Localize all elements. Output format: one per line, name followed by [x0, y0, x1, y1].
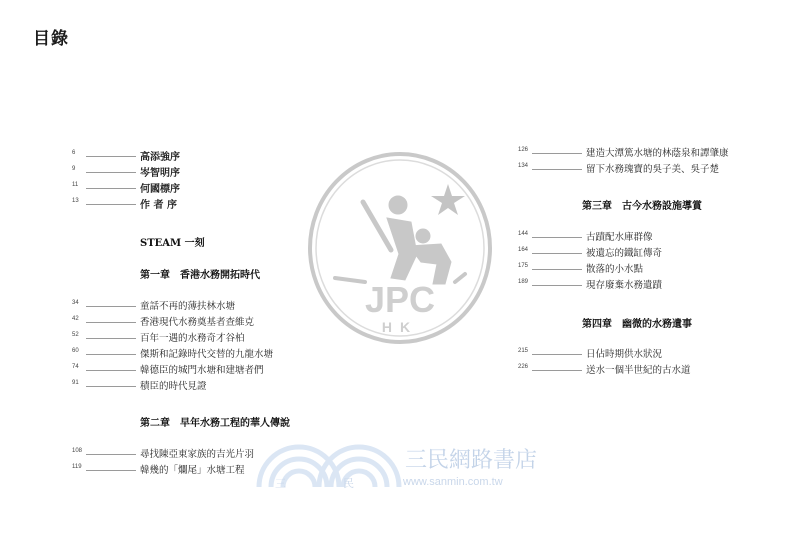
entry-title: 被遺忘的鐵缸傳奇 — [586, 248, 663, 259]
page-number: 6 — [72, 150, 76, 156]
entry-title: 建造大潭篤水塘的林蔭泉和譚肇康 — [586, 148, 729, 159]
entry-title: 散落的小水點 — [586, 264, 644, 275]
leader-line — [532, 285, 582, 286]
page-number: 175 — [518, 263, 529, 269]
page-number: 226 — [518, 364, 529, 370]
leader-line — [86, 386, 136, 387]
leader-line — [532, 354, 582, 355]
entry-title: 童話不再的薄扶林水塘 — [140, 301, 236, 312]
leader-line — [86, 338, 136, 339]
chapter-1-heading[interactable]: 第一章 香港水務開拓時代 — [140, 270, 260, 281]
page-number: 126 — [518, 147, 529, 153]
page-title: 目錄 — [33, 29, 69, 49]
svg-text:JPC: JPC — [364, 279, 436, 320]
svg-text:www.sanmin.com.tw: www.sanmin.com.tw — [403, 476, 503, 488]
page-number: 134 — [518, 163, 529, 169]
page-number: 42 — [72, 316, 79, 322]
entry-title: 古蹟配水庫群像 — [586, 232, 653, 243]
leader-line — [532, 269, 582, 270]
leader-line — [86, 172, 136, 173]
star-icon — [431, 184, 465, 215]
leader-line — [532, 153, 582, 154]
leader-line — [86, 454, 136, 455]
entry-title: 香港現代水務奠基者查維克 — [140, 317, 255, 328]
leader-line — [86, 470, 136, 471]
page-number: 144 — [518, 231, 529, 237]
leader-line — [86, 354, 136, 355]
leader-line — [86, 370, 136, 371]
page-number: 91 — [72, 380, 79, 386]
chapter-4-heading[interactable]: 第四章 幽微的水務遺事 — [582, 319, 692, 330]
entry-title: 作 者 序 — [140, 200, 177, 211]
entry-title: 留下水務瑰寶的吳子美、吳子楚 — [586, 164, 720, 175]
svg-text:三: 三 — [275, 477, 286, 490]
svg-text:三民網路書店: 三民網路書店 — [405, 448, 538, 473]
jpc-hk-logo-watermark — [305, 150, 495, 345]
chapter-2-heading[interactable]: 第二章 早年水務工程的華人傳說 — [140, 418, 290, 429]
leader-line — [532, 253, 582, 254]
page-number: 108 — [72, 448, 83, 454]
svg-text:HK: HK — [381, 319, 419, 335]
page-number: 119 — [72, 464, 82, 470]
svg-text:民: 民 — [343, 477, 354, 490]
page-number: 164 — [518, 247, 529, 253]
entry-title: 韓德臣的城門水塘和建塘者們 — [140, 365, 264, 376]
leader-line — [86, 322, 136, 323]
entry-title: 岑智明序 — [140, 168, 180, 179]
page-number: 52 — [72, 332, 79, 338]
entry-title: 送水一個半世紀的古水道 — [586, 365, 691, 376]
entry-title: 日佔時期供水狀況 — [586, 349, 663, 360]
entry-title: 傑斯和記錄時代交替的九龍水塘 — [140, 349, 274, 360]
entry-title: 百年一遇的水務奇才谷柏 — [140, 333, 245, 344]
sanmin-watermark — [255, 443, 575, 493]
leader-line — [86, 156, 136, 157]
section-heading-steam[interactable]: STEAM 一刻 — [140, 238, 205, 249]
leader-line — [532, 237, 582, 238]
entry-title: 韓幾的「爛尾」水塘工程 — [140, 465, 245, 476]
page-number: 9 — [72, 166, 76, 172]
entry-title: 何國標序 — [140, 184, 180, 195]
leader-line — [86, 204, 136, 205]
leader-line — [86, 188, 136, 189]
leader-line — [86, 306, 136, 307]
page-number: 34 — [72, 300, 79, 306]
leader-line — [532, 169, 582, 170]
page-number: 74 — [72, 364, 79, 370]
entry-title: 高添強序 — [140, 152, 180, 163]
leader-line — [532, 370, 582, 371]
entry-title: 積臣的時代見證 — [140, 381, 207, 392]
page-number: 60 — [72, 348, 79, 354]
page-number: 189 — [518, 279, 529, 285]
page-number: 215 — [518, 348, 529, 354]
chapter-3-heading[interactable]: 第三章 古今水務設施導賞 — [582, 201, 702, 212]
entry-title: 現存廢棄水務遺蹟 — [586, 280, 663, 291]
entry-title: 尋找陳亞東家族的吉光片羽 — [140, 449, 255, 460]
page-number: 13 — [72, 198, 79, 204]
page-number: 11 — [72, 182, 79, 188]
